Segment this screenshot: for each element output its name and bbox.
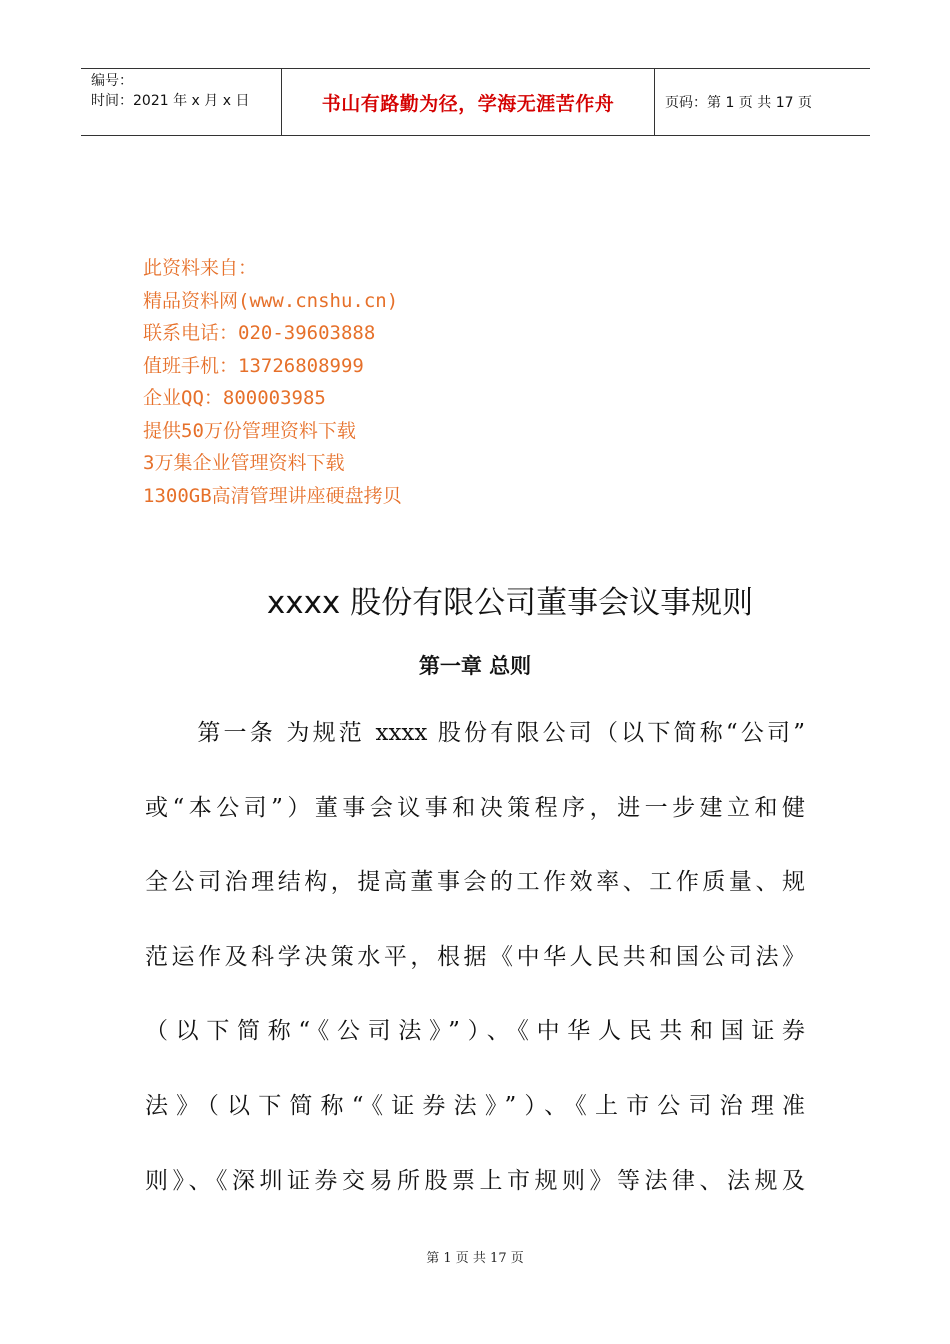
body-line: 全公司治理结构，提高董事会的工作效率、工作质量、规	[145, 869, 805, 896]
body-line: 法》（以下简称“《证券法》”）、《上市公司治理准	[145, 1092, 805, 1119]
body-line: （以下简称“《公司法》”）、《中华人民共和国证券	[145, 1018, 805, 1045]
promo-block	[143, 252, 402, 512]
chapter-heading: 第一章 总则	[418, 654, 532, 678]
promo-line: 此资料来自：	[143, 257, 258, 279]
promo-line: 精品资料网(www.cnshu.cn)	[143, 289, 399, 312]
header-page-info: 页码：第 1 页 共 17 页	[665, 95, 812, 111]
body-line: 或“本公司”）董事会议事和决策程序，进一步建立和健	[145, 794, 805, 821]
promo-line: 1300GB高清管理讲座硬盘拷贝	[143, 484, 402, 507]
body-line: 第一条 为规范 xxxx 股份有限公司（以下简称“公司”	[145, 720, 805, 746]
header-motto: 书山有路勤为径，学海无涯苦作舟	[281, 69, 655, 135]
promo-line: 3万集企业管理资料下载	[143, 452, 345, 474]
header-meta-cell	[81, 69, 281, 135]
promo-line: 企业QQ：800003985	[143, 387, 326, 409]
promo-line: 联系电话：020-39603888	[143, 322, 376, 344]
header-table	[81, 68, 870, 136]
article-body	[145, 708, 805, 1230]
page-footer: 第 1 页 共 17 页	[426, 1251, 524, 1266]
promo-line: 提供50万份管理资料下载	[143, 419, 356, 442]
document-title: xxxx 股份有限公司董事会议事规则	[266, 585, 754, 621]
promo-line: 值班手机：13726808999	[143, 354, 364, 377]
document-time-label: 时间：2021 年 x 月 x 日	[91, 93, 250, 109]
body-line: 范运作及科学决策水平，根据《中华人民共和国公司法》	[145, 943, 805, 970]
body-line: 则》、《深圳证券交易所股票上市规则》等法律、法规及	[145, 1167, 805, 1194]
document-number-label: 编号：	[91, 73, 133, 89]
